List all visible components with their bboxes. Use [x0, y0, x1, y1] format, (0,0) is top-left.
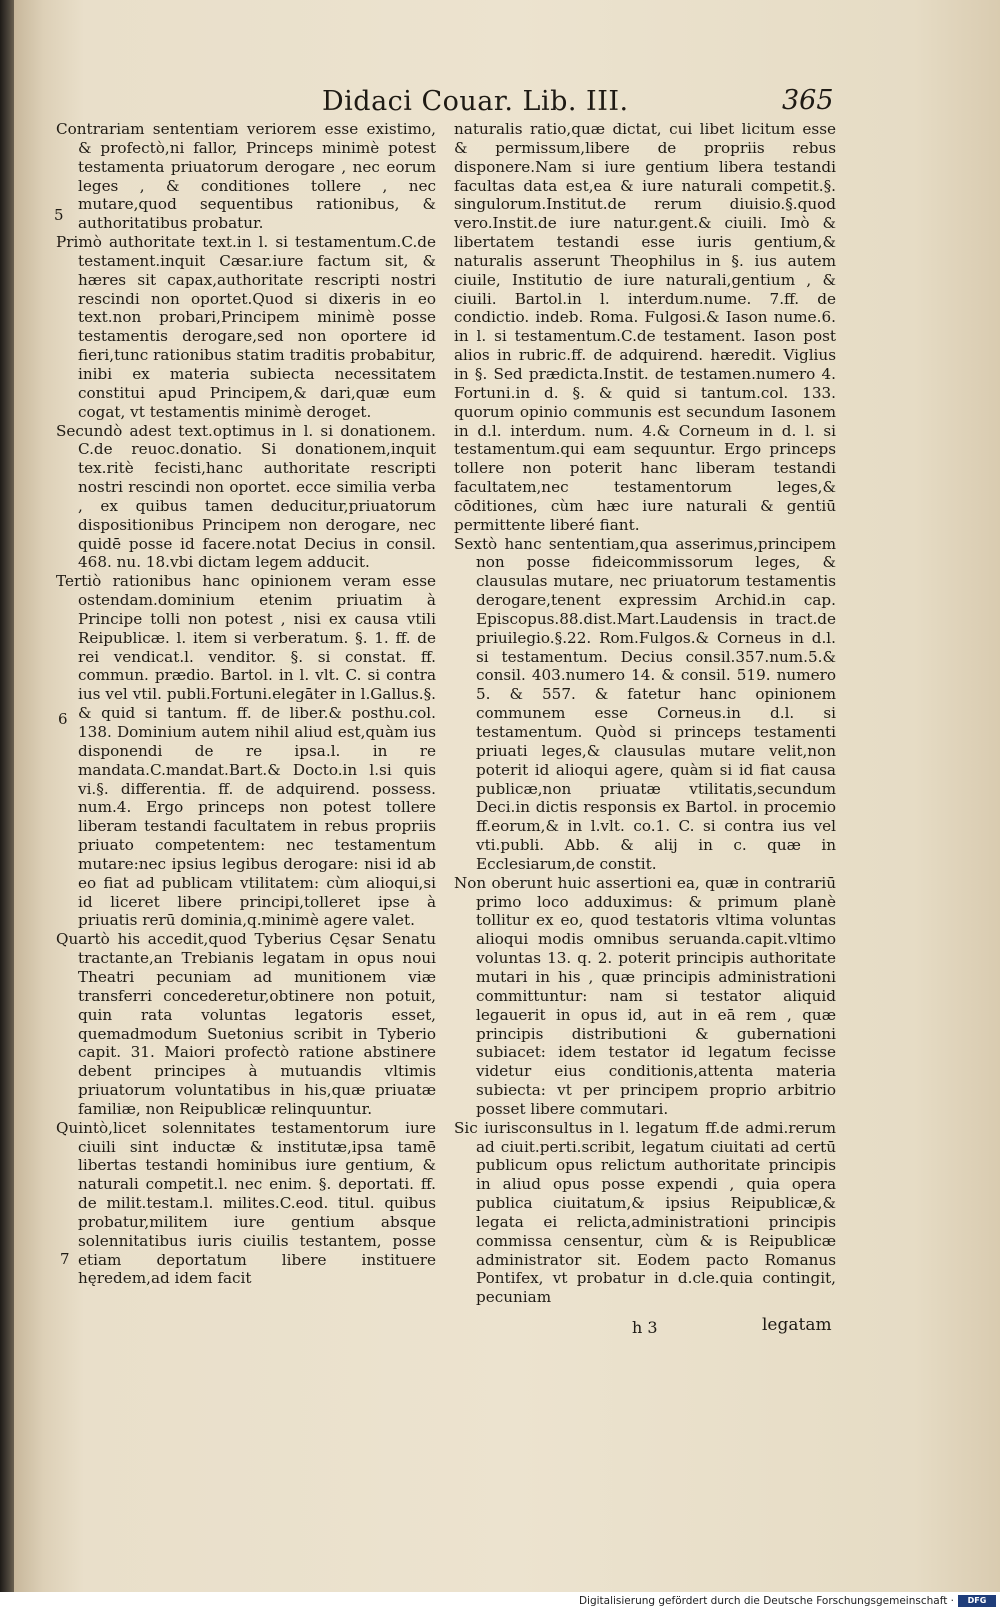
margin-number: 6 — [58, 710, 68, 728]
book-binding-edge — [0, 0, 14, 1592]
margin-number: 5 — [54, 206, 64, 224]
running-head: Didaci Couar. Lib. III. — [322, 86, 629, 117]
dfg-logo: DFG — [958, 1595, 996, 1607]
paragraph: Tertiò rationibus hanc opinionem veram esse ostendam.dominium etenim priuatim à Principe tolli non potest , nisi ex causa vtili Reipublicæ. l. item si verberatum. §. 1. ff. de rei vendicat.l. venditor. §. si constat. ff. commun. prædio. Bartol. in l. vlt. C. si contra ius vel vtil. publi.Fortuni.elegāter in l.Gallus.§. & quid si tantum. ff. de liber.& posthu.col. 138. Dominium autem nihil aliud est,quàm ius disponendi de re ipsa.l. in re mandata.C.mandat.Bart.& Docto.in l.si quis vi.§. differentia. ff. de adquirend. possess. num.4. Ergo princeps non potest tollere liberam testandi facultatem in rebus propriis priuato competentem: nec testamentum mutare:nec ipsius legibus derogare: nisi id ab eo fiat ad publicam vtilitatem: cùm alioqui,si id liceret libere principi,tolleret ipse à priuatis rerū dominia,q.minimè agere valet. — [56, 572, 436, 930]
paragraph: Sic iurisconsultus in l. legatum ff.de admi.rerum ad ciuit.perti.scribit, legatum ciuitati ad certū publicum opus relictum authoritate principis in aliud opus posse expendi , quia opera publica ciuitatum,& ipsius Reipublicæ,& legata ei relicta,administrationi principis commissa censentur, cùm & is Reipublicæ administrator sit. Eodem pacto Romanus Pontifex, vt probatur in d.cle.quia contingit, pecuniam — [454, 1118, 836, 1307]
left-text-column — [56, 120, 436, 1288]
paragraph: Sextò hanc sententiam,qua asserimus,principem non posse fideicommissorum leges, & clausulas mutare, nec priuatorum testamentis derogare,tenent expressim Archid.in cap. Episcopus.88.dist.Mart.Laudensis in tract.de priuilegio.§.22. Rom.Fulgos.& Corneus in d.l. si testamentum. Decius consil.357.num.5.& consil. 403.numero 14. & consil. 519. numero 5. & 557. & fatetur hanc opinionem communem esse Corneus.in d.l. si testamentum. Quòd si princeps testamenti priuati leges,& clausulas mutare velit,non poterit id alioqui agere, quàm si id fiat causa publicæ,non priuatæ vtilitatis,secundum Deci.in dictis responsis ex Bartol. in procemio ff.eorum,& in l.vlt. co.1. C. si contra ius vel vti.publi. Abb. & alij in c. quæ in Ecclesiarum,de constit. — [454, 534, 836, 873]
catchword: legatam — [762, 1315, 832, 1335]
paragraph: Secundò adest text.optimus in l. si donationem. C.de reuoc.donatio. Si donationem,inquit tex.ritè fecisti,hanc authoritate rescripti nostri rescindi non oportet. ecce similia verba , ex quibus tamen deducitur,priuatorum dispositionibus Principem non derogare, nec quidē posse id facere.notat Decius in consil. 468. nu. 18.vbi dictam legem adducit. — [56, 421, 436, 572]
paragraph: Quintò,licet solennitates testamentorum iure ciuili sint inductæ & institutæ,ipsa tamē libertas testandi hominibus iure gentium, & naturali competit.l. nec enim. §. deportati. ff. de milit.testam.l. milites.C.eod. titul. quibus probatur,militem iure gentium absque solennitatibus iuris ciuilis testantem, posse etiam deportatum libere instituere hęredem,ad idem facit — [56, 1118, 436, 1288]
footer-bar — [0, 1592, 1000, 1610]
paragraph: Contrariam sententiam veriorem esse existimo, & profectò,ni fallor, Princeps minimè potest testamenta priuatorum derogare , nec eorum leges , & conditiones tollere , nec mutare,quod sequentibus rationibus, & authoritatibus probatur. — [56, 120, 436, 233]
page-number: 365 — [782, 85, 834, 116]
paragraph: Primò authoritate text.in l. si testamentum.C.de testament.inquit Cæsar.iure factum sit, & hæres sit capax,authoritate rescripti nostri rescindi non oportet.Quod si dixeris in eo text.non probari,Principem minimè posse testamentis derogare,sed non oportere id fieri,tunc rationibus statim traditis probabitur, inibi ex materia subiecta necessitatem constitui apud Principem,& dari,quæ eum cogat, vt testamentis minimè deroget. — [56, 233, 436, 421]
signature-mark: h 3 — [632, 1318, 658, 1337]
book-page — [14, 0, 1000, 1592]
right-text-column — [454, 120, 836, 1307]
margin-number: 7 — [60, 1250, 70, 1268]
funding-notice: Digitalisierung gefördert durch die Deutsche Forschungsgemeinschaft · — [578, 1595, 954, 1607]
paragraph: naturalis ratio,quæ dictat, cui libet licitum esse & permissum,libere de propriis rebus disponere.Nam si iure gentium libera testandi facultas data est,ea & iure naturali competit.§. singulorum.Institut.de rerum diuisio.§.quod vero.Instit.de iure natur.gent.& ciuili. Imò & libertatem testandi esse iuris gentium,& naturalis asserunt Theophilus in §. ius autem ciuile, Institutio de iure naturali,gentium , & ciuili. Bartol.in l. interdum.nume. 7.ff. de condictio. indeb. Roma. Fulgosi.& Iason nume.6. in l. si testamentum.C.de testament. Iason post alios in rubric.ff. de adquirend. hæredit. Viglius in §. Sed prædicta.Instit. de testamen.numero 4. Fortuni.in d. §. & quid si tantum.col. 133. quorum opinio communis est secundum Iasonem in d.l. interdum. num. 4.& Corneum in d. l. si testamentum.qui eam sequuntur. Ergo princeps tollere non poterit hanc liberam testandi facultatem,nec testamentorum leges,& cōditiones, cùm hæc iure naturali & gentiū permittente liberé fiant. — [454, 120, 836, 534]
paragraph: Non oberunt huic assertioni ea, quæ in contrariū primo loco adduximus: & primum planè tollitur ex eo, quod testatoris vltima voluntas alioqui modis omnibus seruanda.capit.vltimo voluntas 13. q. 2. poterit principis authoritate mutari in his , quæ principis administrationi committuntur: nam si testator aliquid legauerit in opus id, aut in eā rem , quæ principis distributioni & gubernationi subiacet: idem testator id legatum fecisse videtur eius conditionis,attenta materia subiecta: vt per principem proprio arbitrio posset libere commutari. — [454, 873, 836, 1118]
paragraph: Quartò his accedit,quod Tyberius Cęsar Senatu tractante,an Trebianis legatam in opus noui Theatri pecuniam ad munitionem viæ transferri concederetur,obtinere non potuit, quin rata voluntas legatoris esset, quemadmodum Suetonius scribit in Tyberio capit. 31. Maiori profectò ratione abstinere debent principes à mutuandis vltimis priuatorum voluntatibus in his,quæ priuatæ familiæ, non Reipublicæ relinquuntur. — [56, 930, 436, 1118]
